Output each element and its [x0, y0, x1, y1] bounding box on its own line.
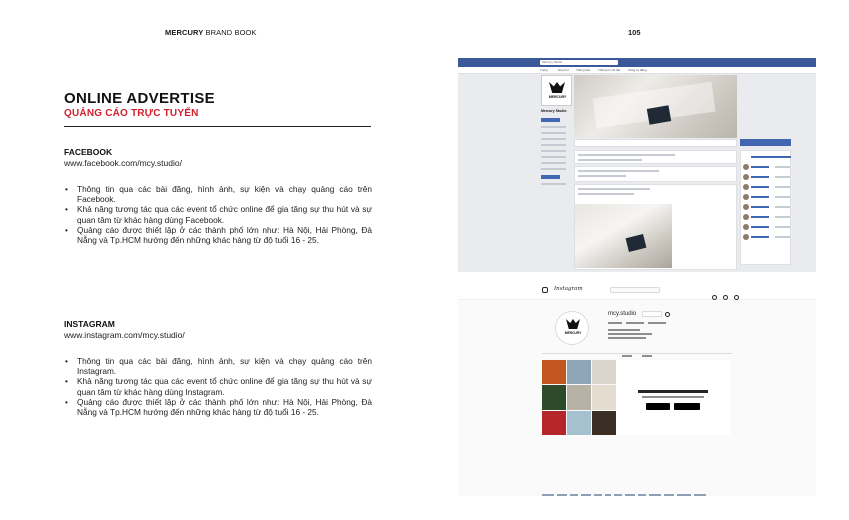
instagram-top-bar [458, 280, 816, 300]
app-store-badge [646, 403, 670, 410]
instagram-avatar [555, 311, 589, 345]
gear-icon [665, 312, 670, 317]
camera-icon [542, 287, 548, 293]
profile-icon [734, 295, 739, 300]
facebook-url[interactable]: www.facebook.com/mcy.studio/ [64, 158, 182, 168]
tab-insights: Thông tin chi tiết [598, 68, 621, 72]
section-title: ONLINE ADVERTISE [64, 90, 215, 107]
list-item: • Thông tin qua các bài đăng, hình ảnh, sự kiện và chạy quảng cáo trên Instagram. [64, 356, 372, 376]
grid-photo [567, 411, 591, 435]
facebook-cover-photo [574, 75, 737, 138]
facebook-search-input: Mercury Studio [540, 60, 618, 65]
grid-photo [542, 411, 566, 435]
grid-photo [592, 360, 616, 384]
instagram-app-promo [616, 360, 730, 435]
facebook-top-icons [726, 60, 806, 65]
facebook-post-header [574, 166, 737, 182]
instagram-bio-line [608, 333, 652, 335]
list-item: • Thông tin qua các bài đăng, hình ảnh, sự kiện và chạy quảng cáo trên Facebook. [64, 184, 372, 204]
mercury-logo-mark [566, 319, 580, 329]
compass-icon [712, 295, 717, 300]
facebook-profile-picture [541, 75, 572, 106]
instagram-profile-screenshot [458, 280, 816, 496]
grid-photo [592, 385, 616, 409]
instagram-username: mcy.studio [608, 311, 637, 317]
brand-name: MERCURY [165, 28, 204, 37]
facebook-post-photo [575, 204, 672, 268]
facebook-page-name: Mercury Studio [541, 109, 567, 113]
facebook-right-panel [740, 150, 791, 265]
page-number: 105 [628, 28, 641, 37]
tab-tagged [642, 355, 652, 357]
facebook-action-bar [574, 139, 737, 147]
google-play-badge [674, 403, 700, 410]
facebook-logo-text: MERCURY [548, 95, 567, 99]
facebook-bullet-list [64, 184, 372, 245]
tab-publishing-tools: Công cụ đăng [628, 68, 647, 72]
tab-posts [622, 355, 632, 357]
facebook-left-sidebar [541, 75, 572, 245]
section-subtitle: QUẢNG CÁO TRỰC TUYẾN [64, 108, 199, 119]
list-item: • Khả năng tương tác qua các event tổ chức online để gia tăng sự thu hút và sự quan tâm từ khác hàng dùng Instagram. [64, 376, 372, 396]
instagram-url[interactable]: www.instagram.com/mcy.studio/ [64, 330, 185, 340]
facebook-heading: FACEBOOK [64, 147, 113, 157]
list-item: • Quảng cáo được thiết lập ở các thành phố lớn như: Hà Nội, Hải Phòng, Đà Nẵng và Tp.HCM hướng đến những khác hàng từ độ tuổi 16 - 25. [64, 397, 372, 417]
grid-photo [542, 385, 566, 409]
mercury-logo-mark [549, 82, 565, 93]
instagram-logo: Instagram [554, 286, 583, 292]
instagram-bullet-list [64, 356, 372, 417]
tab-page: Trang [540, 68, 548, 72]
grid-photo [567, 385, 591, 409]
brand-book-header [165, 28, 257, 37]
facebook-composer [574, 150, 737, 164]
brand-book-label: BRAND BOOK [203, 28, 257, 37]
tab-notifications: Thông báo [576, 68, 591, 72]
title-divider [64, 126, 371, 127]
facebook-top-bar [458, 58, 816, 67]
instagram-tabs-divider [542, 353, 732, 354]
edit-profile-button [642, 311, 662, 317]
tab-inbox: Hộp thư [558, 68, 569, 72]
grid-photo [592, 411, 616, 435]
list-item: • Quảng cáo được thiết lập ở các thành phố lớn như: Hà Nội, Hải Phòng, Đà Nẵng và Tp.HCM hướng đến những khác hàng từ độ tuổi 16 - 25. [64, 225, 372, 245]
facebook-page-screenshot [458, 58, 816, 272]
instagram-nav-icons [706, 287, 739, 305]
instagram-logo-text: MERCURY [564, 331, 582, 335]
instagram-search-input [610, 287, 660, 293]
list-item: • Khả năng tương tác qua các event tổ chức online để gia tăng sự thu hút và sự quan tâm từ khác hàng dùng Facebook. [64, 204, 372, 224]
grid-photo [542, 360, 566, 384]
grid-photo [567, 360, 591, 384]
instagram-bio-line [608, 337, 646, 339]
facebook-cta-button [740, 139, 791, 146]
heart-icon [723, 295, 728, 300]
instagram-footer-links [542, 483, 742, 485]
facebook-page-tabs [458, 67, 816, 74]
instagram-photo-grid [542, 360, 616, 435]
instagram-heading: INSTAGRAM [64, 319, 115, 329]
instagram-bio-line [608, 329, 640, 331]
